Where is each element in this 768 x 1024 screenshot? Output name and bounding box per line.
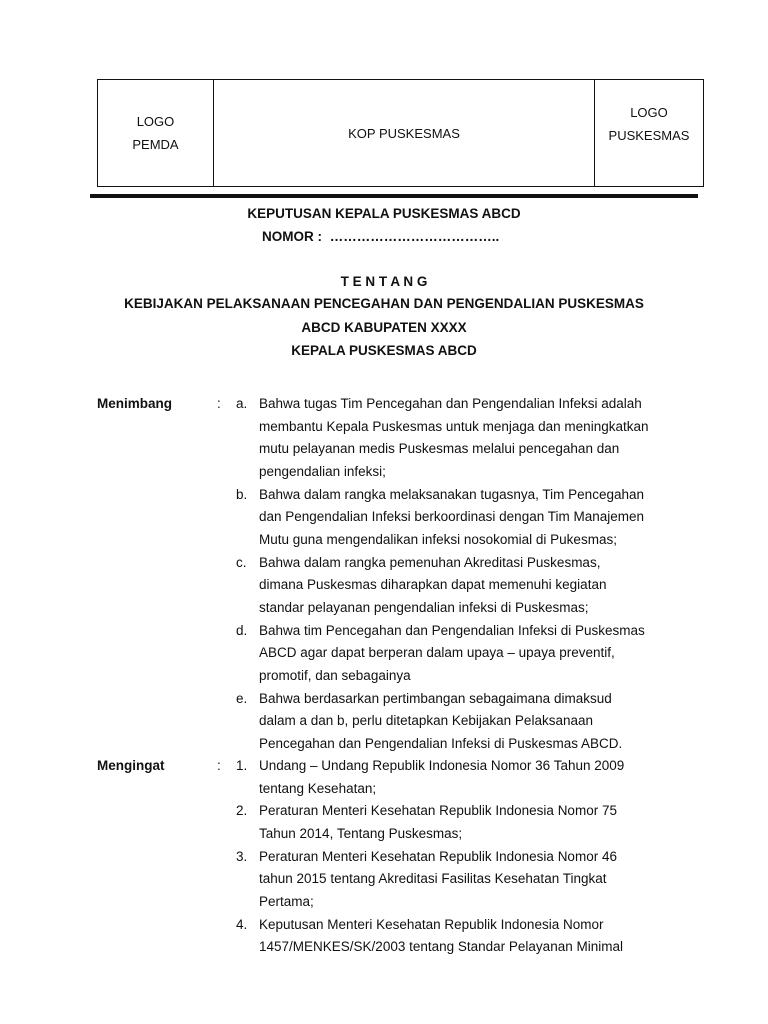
- list-item: [236, 688, 706, 756]
- list-item-line: Pertama;: [259, 893, 314, 909]
- list-item-line: Tahun 2014, Tentang Puskesmas;: [259, 825, 463, 841]
- nomor-value: ………………………………..: [329, 229, 500, 244]
- tentang-heading: T E N T A N G: [340, 274, 428, 289]
- list-item-line: dan Pengendalian Infeksi berkoordinasi dengan Tim Manajemen: [259, 509, 645, 525]
- list-marker: d.: [236, 622, 248, 638]
- decree-number: [262, 229, 499, 244]
- kop-puskesmas-text: KOP PUSKESMAS: [348, 125, 460, 141]
- list-item-line: Bahwa dalam rangka melaksanakan tugasnya, Tim Pencegahan: [259, 486, 644, 502]
- list-marker: e.: [236, 690, 248, 706]
- list-item-line: Bahwa tugas Tim Pencegahan dan Pengendalian Infeksi adalah: [259, 396, 642, 411]
- list-item-line: Peraturan Menteri Kesehatan Republik Indonesia Nomor 46: [259, 848, 617, 864]
- list-item: [236, 620, 706, 688]
- decree-title: KEPUTUSAN KEPALA PUSKESMAS ABCD: [247, 206, 521, 221]
- list-item: [236, 755, 706, 800]
- puskesmas-logo-line2: PUSKESMAS: [608, 128, 690, 143]
- pemda-logo-placeholder: [98, 80, 214, 186]
- list-item: [236, 800, 706, 845]
- mengingat-label: Mengingat: [97, 758, 165, 773]
- list-item-line: pengendalian infeksi;: [259, 463, 386, 479]
- nomor-label: NOMOR :: [262, 229, 322, 244]
- menimbang-label: Menimbang: [97, 396, 173, 411]
- list-item-line: Bahwa berdasarkan pertimbangan sebagaimana dimaksud: [259, 690, 612, 706]
- list-item-line: mutu pelayanan medis Puskesmas melalui pencegahan dan: [259, 441, 620, 457]
- list-item: [236, 914, 706, 959]
- pemda-logo-line2: PEMDA: [132, 137, 179, 152]
- list-marker: 1.: [236, 758, 248, 773]
- subject-line-3: KEPALA PUSKESMAS ABCD: [291, 343, 477, 358]
- list-item-line: Bahwa dalam rangka pemenuhan Akreditasi Puskesmas,: [259, 554, 601, 570]
- kop-puskesmas-cell: [214, 80, 595, 186]
- list-item: [236, 846, 706, 914]
- list-item-line: Peraturan Menteri Kesehatan Republik Indonesia Nomor 75: [259, 803, 617, 819]
- list-item: [236, 393, 706, 483]
- pemda-logo-line1: LOGO: [136, 114, 175, 129]
- list-item: [236, 484, 706, 552]
- list-marker: a.: [236, 396, 248, 411]
- puskesmas-logo-placeholder: [595, 80, 703, 186]
- list-marker: c.: [236, 554, 247, 570]
- list-item-line: tahun 2015 tentang Akreditasi Fasilitas Kesehatan Tingkat: [259, 871, 607, 887]
- list-marker: 3.: [236, 848, 248, 864]
- list-item-line: Mutu guna mengendalikan infeksi nosokomial di Pukesmas;: [259, 531, 617, 547]
- list-item-line: ABCD agar dapat berperan dalam upaya – upaya preventif,: [259, 645, 615, 661]
- letterhead-box: [97, 79, 704, 187]
- list-item-line: tentang Kesehatan;: [259, 780, 377, 796]
- list-marker: 4.: [236, 916, 248, 932]
- subject-line-2: ABCD KABUPATEN XXXX: [301, 320, 467, 335]
- list-marker: 2.: [236, 803, 248, 819]
- list-item: [236, 552, 706, 620]
- list-marker: b.: [236, 486, 248, 502]
- puskesmas-logo-line1: LOGO: [630, 105, 668, 120]
- list-item-line: Pencegahan dan Pengendalian Infeksi di Puskesmas ABCD.: [259, 735, 623, 751]
- list-item-line: Bahwa tim Pencegahan dan Pengendalian Infeksi di Puskesmas: [259, 622, 645, 638]
- list-item-line: Keputusan Menteri Kesehatan Republik Indonesia Nomor: [259, 916, 604, 932]
- menimbang-colon: :: [217, 396, 221, 411]
- list-item-line: membantu Kepala Puskesmas untuk menjaga dan meningkatkan: [259, 418, 649, 434]
- mengingat-colon: :: [217, 758, 221, 773]
- letterhead-divider: [90, 194, 698, 198]
- subject-line-1: KEBIJAKAN PELAKSANAAN PENCEGAHAN DAN PENGENDALIAN PUSKESMAS: [124, 296, 644, 311]
- list-item-line: dimana Puskesmas diharapkan dapat memenuhi kegiatan: [259, 577, 607, 593]
- list-item-line: standar pelayanan pengendalian infeksi di Puskesmas;: [259, 599, 589, 615]
- list-item-line: Undang – Undang Republik Indonesia Nomor 36 Tahun 2009: [259, 758, 625, 773]
- list-item-line: dalam a dan b, perlu ditetapkan Kebijakan Pelaksanaan: [259, 713, 593, 729]
- list-item-line: 1457/MENKES/SK/2003 tentang Standar Pelayanan Minimal: [259, 939, 623, 955]
- list-item-line: promotif, dan sebagainya: [259, 667, 411, 683]
